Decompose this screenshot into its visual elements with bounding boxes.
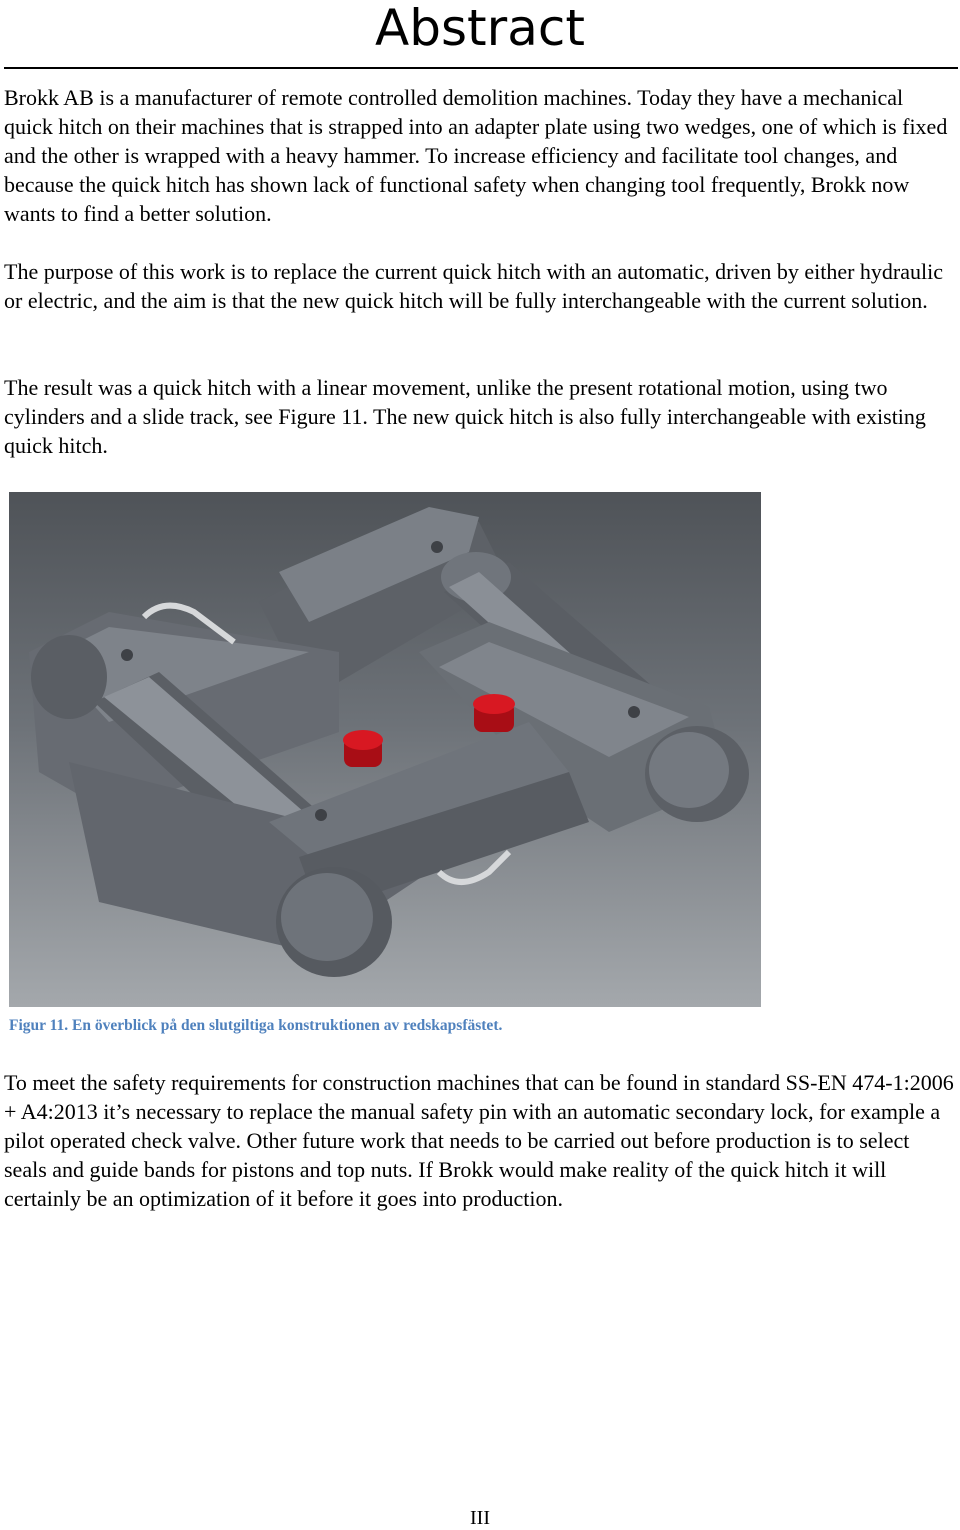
page-title: Abstract [375,0,585,57]
page-number: III [470,1507,490,1529]
quick-hitch-render-figure [9,492,761,1007]
figure-caption: Figur 11. En överblick på den slutgiltiga konstruktionen av redskapsfästet. [9,1017,503,1034]
paragraph-background: Brokk AB is a manufacturer of remote controlled demolition machines. Today they have a mechanical quick hitch on their machines that is strapped into an adapter plate using two wedges, one of which is fixed and the other is wrapped with a heavy hammer. To increase efficiency and facilitate tool changes, and because the quick hitch has shown lack of functional safety when changing tool frequently, Brokk now wants to find a better solution. [4,85,948,226]
quick-hitch-render [9,492,761,1007]
title-divider [4,67,958,69]
red-hydraulic-fitting-1 [343,730,383,767]
paragraph-result: The result was a quick hitch with a linear movement, unlike the present rotational motion, using two cylinders and a slide track, see Figure 11. The new quick hitch is also fully interchangeable with existing quick hitch. [4,375,926,458]
paragraph-future-work: To meet the safety requirements for construction machines that can be found in standard SS-EN 474-1:2006 + A4:2013 it’s necessary to replace the manual safety pin with an automatic secondary lock, for example a pilot operated check valve. Other future work that needs to be carried out before production is to select seals and guide bands for pistons and top nuts. If Brokk would make reality of the quick hitch it will certainly be an optimization of it before it goes into production. [4,1070,954,1211]
paragraph-purpose: The purpose of this work is to replace the current quick hitch with an automatic, driven by either hydraulic or electric, and the aim is that the new quick hitch will be fully interchangeable with the current solution. [4,259,943,313]
red-hydraulic-fitting-2 [473,694,515,732]
